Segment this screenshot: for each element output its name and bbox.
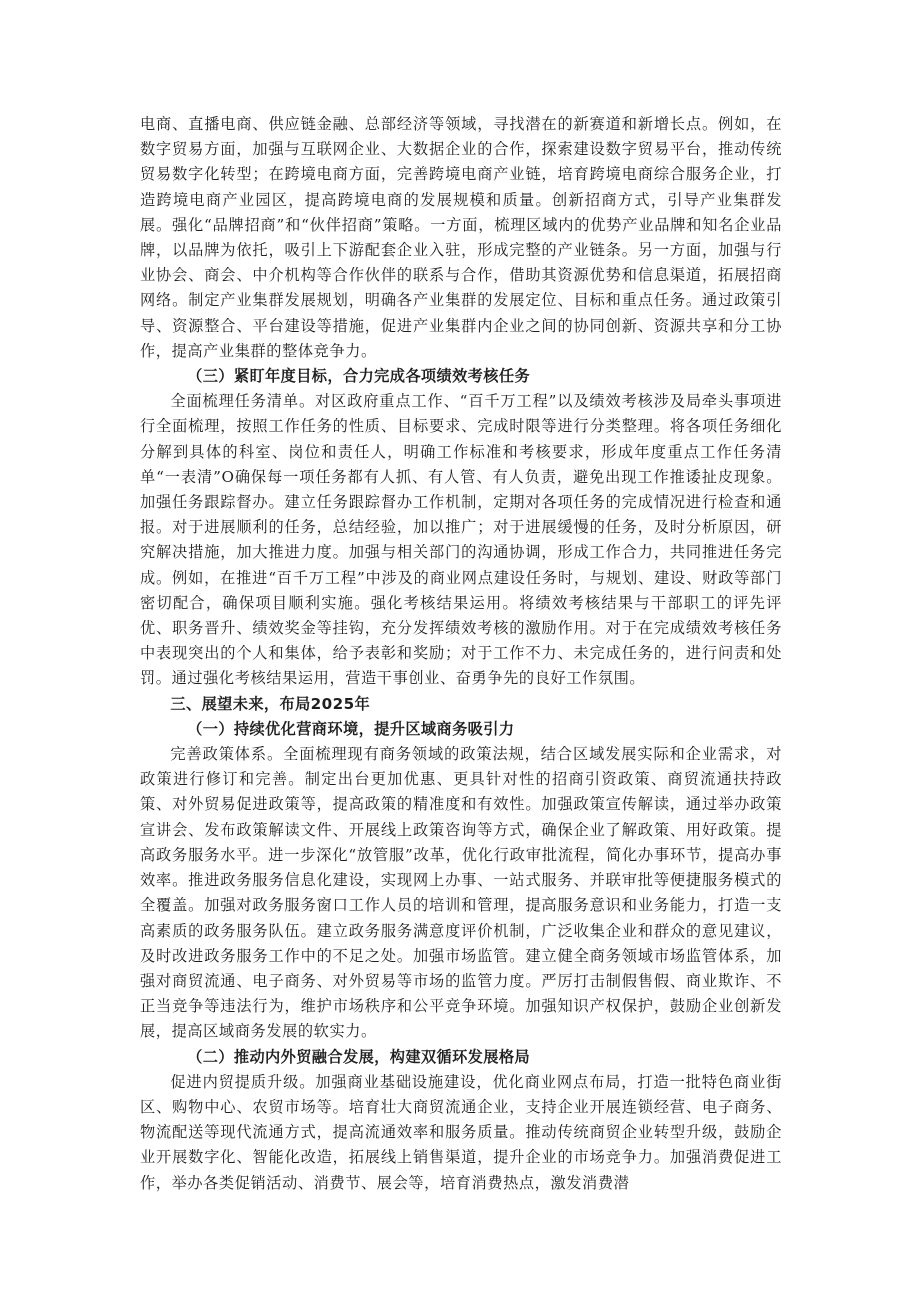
body-paragraph: 完善政策体系。全面梳理现有商务领域的政策法规，结合区域发展实际和企业需求，对政策进行修订和完善。制定出台更加优惠、更具针对性的招商引资政策、商贸流通扶持政策、对外贸易促进政策等，提高政策的精准度和有效性。加强政策宣传解读，通过举办政策宣讲会、发布政策解读文件、开展线上政策咨询等方式，确保企业了解政策、用好政策。提高政务服务水平。进一步深化“放管服”改革，优化行政审批流程，简化办事环节，提高办事效率。推进政务服务信息化建设，实现网上办事、一站式服务、并联审批等便捷服务模式的全覆盖。加强对政务服务窗口工作人员的培训和管理，提高服务意识和业务能力，打造一支高素质的政务服务队伍。建立政务服务满意度评价机制，广泛收集企业和群众的意见建议，及时改进政务服务工作中的不足之处。加强市场监管。建立健全商务领域市场监管体系，加强对商贸流通、电子商务、对外贸易等市场的监管力度。严厉打击制假售假、商业欺诈、不正当竞争等违法行为，维护市场秩序和公平竞争环境。加强知识产权保护，鼓励企业创新发展，提高区域商务发展的软实力。 — [140, 745, 782, 1041]
body-paragraph: 促进内贸提质升级。加强商业基础设施建设，优化商业网点布局，打造一批特色商业街区、购物中心、农贸市场等。培育壮大商贸流通企业，支持企业开展连锁经营、电子商务、物流配送等现代流通方式，提高流通效率和服务质量。推动传统商贸企业转型升级，鼓励企业开展数字化、智能化改造，拓展线上销售渠道，提升企业的市场竞争力。加强消费促进工作，举办各类促销活动、消费节、展会等，培育消费热点，激发消费潜 — [140, 1072, 782, 1192]
chapter-heading: 三、展望未来，布局2025年 — [170, 694, 371, 713]
section-heading: （三）紧盯年度目标，合力完成各项绩效考核任务 — [187, 367, 531, 386]
body-paragraph: 全面梳理任务清单。对区政府重点工作、“百千万工程”以及绩效考核涉及局牵头事项进行全面梳理，按照工作任务的性质、目标要求、完成时限等进行分类整理。将各项任务细化分解到具体的科室、岗位和责任人，明确工作标准和考核要求，形成年度重点工作任务清单“一表清”O确保每一项任务都有人抓、有人管、有人负责，避免出现工作推诿扯皮现象。加强任务跟踪督办。建立任务跟踪督办工作机制，定期对各项任务的完成情况进行检查和通报。对于进展顺利的任务，总结经验，加以推广；对于进展缓慢的任务，及时分析原因，研究解决措施，加大推进力度。加强与相关部门的沟通协调，形成工作合力，共同推进任务完成。例如，在推进“百千万工程”中涉及的商业网点建设任务时，与规划、建设、财政等部门密切配合，确保项目顺利实施。强化考核结果运用。将绩效考核结果与干部职工的评先评优、职务晋升、绩效奖金等挂钩，充分发挥绩效考核的激励作用。对于在完成绩效考核任务中表现突出的个人和集体，给予表彰和奖励；对于工作不力、未完成任务的，进行问责和处罚。通过强化考核结果运用，营造干事创业、奋勇争先的良好工作氛围。 — [140, 392, 782, 688]
body-paragraph: 电商、直播电商、供应链金融、总部经济等领域，寻找潜在的新赛道和新增长点。例如，在数字贸易方面，加强与互联网企业、大数据企业的合作，探索建设数字贸易平台，推动传统贸易数字化转型；在跨境电商方面，完善跨境电商产业链，培育跨境电商综合服务企业，打造跨境电商产业园区，提高跨境电商的发展规模和质量。创新招商方式，引导产业集群发展。强化“品牌招商”和“伙伴招商”策略。一方面，梳理区域内的优势产业品牌和知名企业品牌，以品牌为依托，吸引上下游配套企业入驻，形成完整的产业链条。另一方面，加强与行业协会、商会、中介机构等合作伙伴的联系与合作，借助其资源优势和信息渠道，拓展招商网络。制定产业集群发展规划，明确各产业集群的发展定位、目标和重点任务。通过政策引导、资源整合、平台建设等措施，促进产业集群内企业之间的协同创新、资源共享和分工协作，提高产业集群的整体竞争力。 — [140, 115, 782, 360]
section-heading: （一）持续优化营商环境，提升区域商务吸引力 — [187, 719, 515, 738]
document-page — [140, 112, 782, 1196]
section-heading: （二）推动内外贸融合发展，构建双循环发展格局 — [187, 1047, 531, 1066]
